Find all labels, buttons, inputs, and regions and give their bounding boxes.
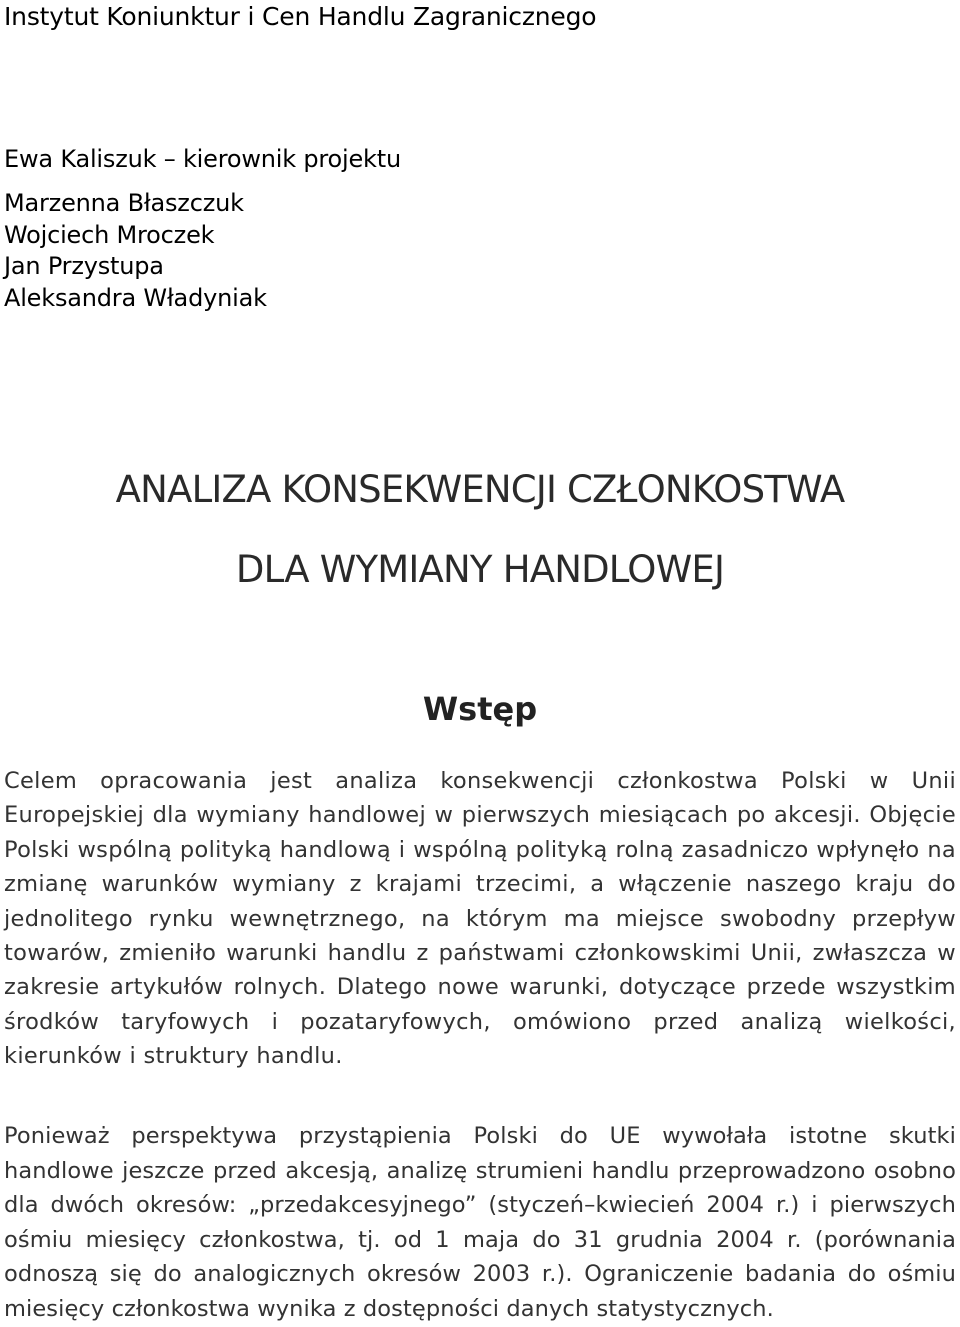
institute-name: Instytut Koniunktur i Cen Handlu Zagranicznego xyxy=(4,2,597,31)
author-list xyxy=(4,144,401,314)
body-paragraph: Ponieważ perspektywa przystąpienia Polski do UE wywołała istotne skutki handlowe jeszcze przed akcesją, analizę strumieni handlu przeprowadzono osobno dla dwóch okresów: „przedakcesyjnego” (styczeń–kwiecień 2004 r.) i pierwszych ośmiu miesięcy członkostwa, tj. od 1 maja do 31 grudnia 2004 r. (porównania odnoszą się do analogicznych okresów 2003 r.). Ograniczenie badania do ośmiu miesięcy członkostwa wynika z dostępności danych statystycznych. xyxy=(4,1123,956,1322)
document-title-line-2: DLA WYMIANY HANDLOWEJ xyxy=(235,548,725,591)
author-name: Wojciech Mroczek xyxy=(4,220,215,249)
project-lead: Ewa Kaliszuk – kierownik projektu xyxy=(4,145,401,173)
document-title-line-1: ANALIZA KONSEKWENCJI CZŁONKOSTWA xyxy=(115,468,845,511)
author-name: Aleksandra Władyniak xyxy=(4,283,267,312)
section-heading: Wstęp xyxy=(422,690,538,728)
body-paragraph: Celem opracowania jest analiza konsekwencji członkostwa Polski w Unii Europejskiej dla wymiany handlowej w pierwszych miesiącach po akcesji. Objęcie Polski wspólną polityką handlową i wspólną polityką rolną zasadniczo wpłynęło na zmianę warunków wymiany z krajami trzecimi, a włączenie naszego kraju do jednolitego rynku wewnętrznego, na którym ma miejsce swobodny przepływ towarów, zmieniło warunki handlu z państwami członkowskimi Unii, zwłaszcza w zakresie artykułów rolnych. Dlatego nowe warunki, dotyczące przede wszystkim środków taryfowych i pozataryfowych, omówiono przed analizą wielkości, kierunków i struktury handlu. xyxy=(4,768,956,1070)
author-name: Marzenna Błaszczuk xyxy=(4,189,244,217)
author-name: Jan Przystupa xyxy=(4,252,164,280)
